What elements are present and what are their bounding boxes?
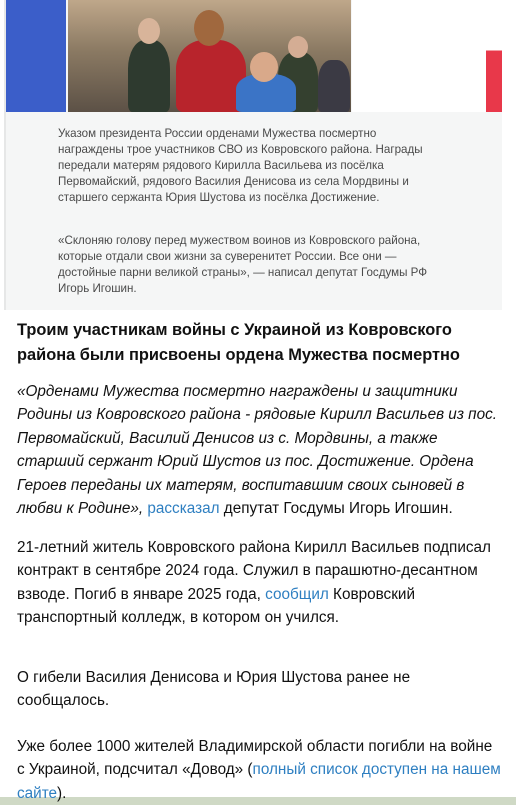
paragraph-text: 21-летний житель Ковровского района Кирилл Васильев подписал контракт в сентябре 2024 года. Служил в парашютно-десантном взводе. Погиб в январе 2025 года, [17, 539, 491, 603]
link-rasskazal[interactable]: рассказал [147, 500, 220, 518]
photo-head-bg-right [288, 36, 308, 58]
photo-woman-head [194, 10, 224, 46]
link-full-list[interactable]: полный список доступен на нашем сайте [17, 761, 501, 802]
preview-flag-stripe [486, 0, 502, 112]
preview-accent-left [6, 0, 66, 112]
photo-head-bg-left [138, 18, 160, 44]
paragraph-text: Уже более 1000 жителей Владимирской области погибли на войне с Украиной, подсчитал «Довод» ( [17, 738, 493, 779]
preview-caption-quote: «Склоняю голову перед мужеством воинов из Ковровского района, которые отдали свои жизни за суверенитет России. Все они — достойные парни великой страны», — написал депутат Госдумы РФ Игорь Игошин. [58, 234, 428, 295]
preview-photo[interactable] [68, 0, 351, 112]
paragraph-text-tail: Ковровский транспортный колледж, в котором он учился. [17, 585, 415, 627]
post-title: Троим участникам войны с Украиной из Ковровского района были присвоены ордена Мужества посмертно [17, 321, 460, 364]
photo-person-bg-left [128, 40, 170, 112]
link-preview-card[interactable] [4, 0, 502, 310]
paragraph-text-tail: ). [57, 784, 67, 802]
post-paragraph-count [17, 735, 503, 805]
link-soobshil[interactable]: сообщил [265, 585, 329, 603]
photo-man-head [250, 52, 278, 82]
quote-attribution: депутат Госдумы Игорь Игошин. [219, 500, 453, 518]
post-paragraph-denisov: О гибели Василия Денисова и Юрия Шустова ранее не сообщалось. [17, 669, 411, 710]
post-paragraph-quote [17, 380, 503, 520]
post-paragraph-vasiliev [17, 536, 503, 630]
preview-caption-text: Указом президента России орденами Мужества посмертно награждены трое участников СВО из Ковровского района. Награды передали матерям рядового Кирилла Васильева из посёлка Первомайский, рядового Василия Денисова из села Мордвины и старшего сержанта Юрия Шустова из посёлка Достижение. [58, 127, 423, 204]
photo-person-bg-far [318, 60, 350, 112]
preview-accent-right [352, 0, 502, 112]
quote-text: «Орденами Мужества посмертно награждены и защитники Родины из Ковровского района - рядовые Кирилл Васильев из пос. Первомайский, Василий Денисов из с. Мордвины, а также старший сержант Юрий Шустов из пос. Достижение. Ордена Героев переданы их матерям, воспитавшим своих сыновей в любви к Родине», [17, 383, 497, 518]
